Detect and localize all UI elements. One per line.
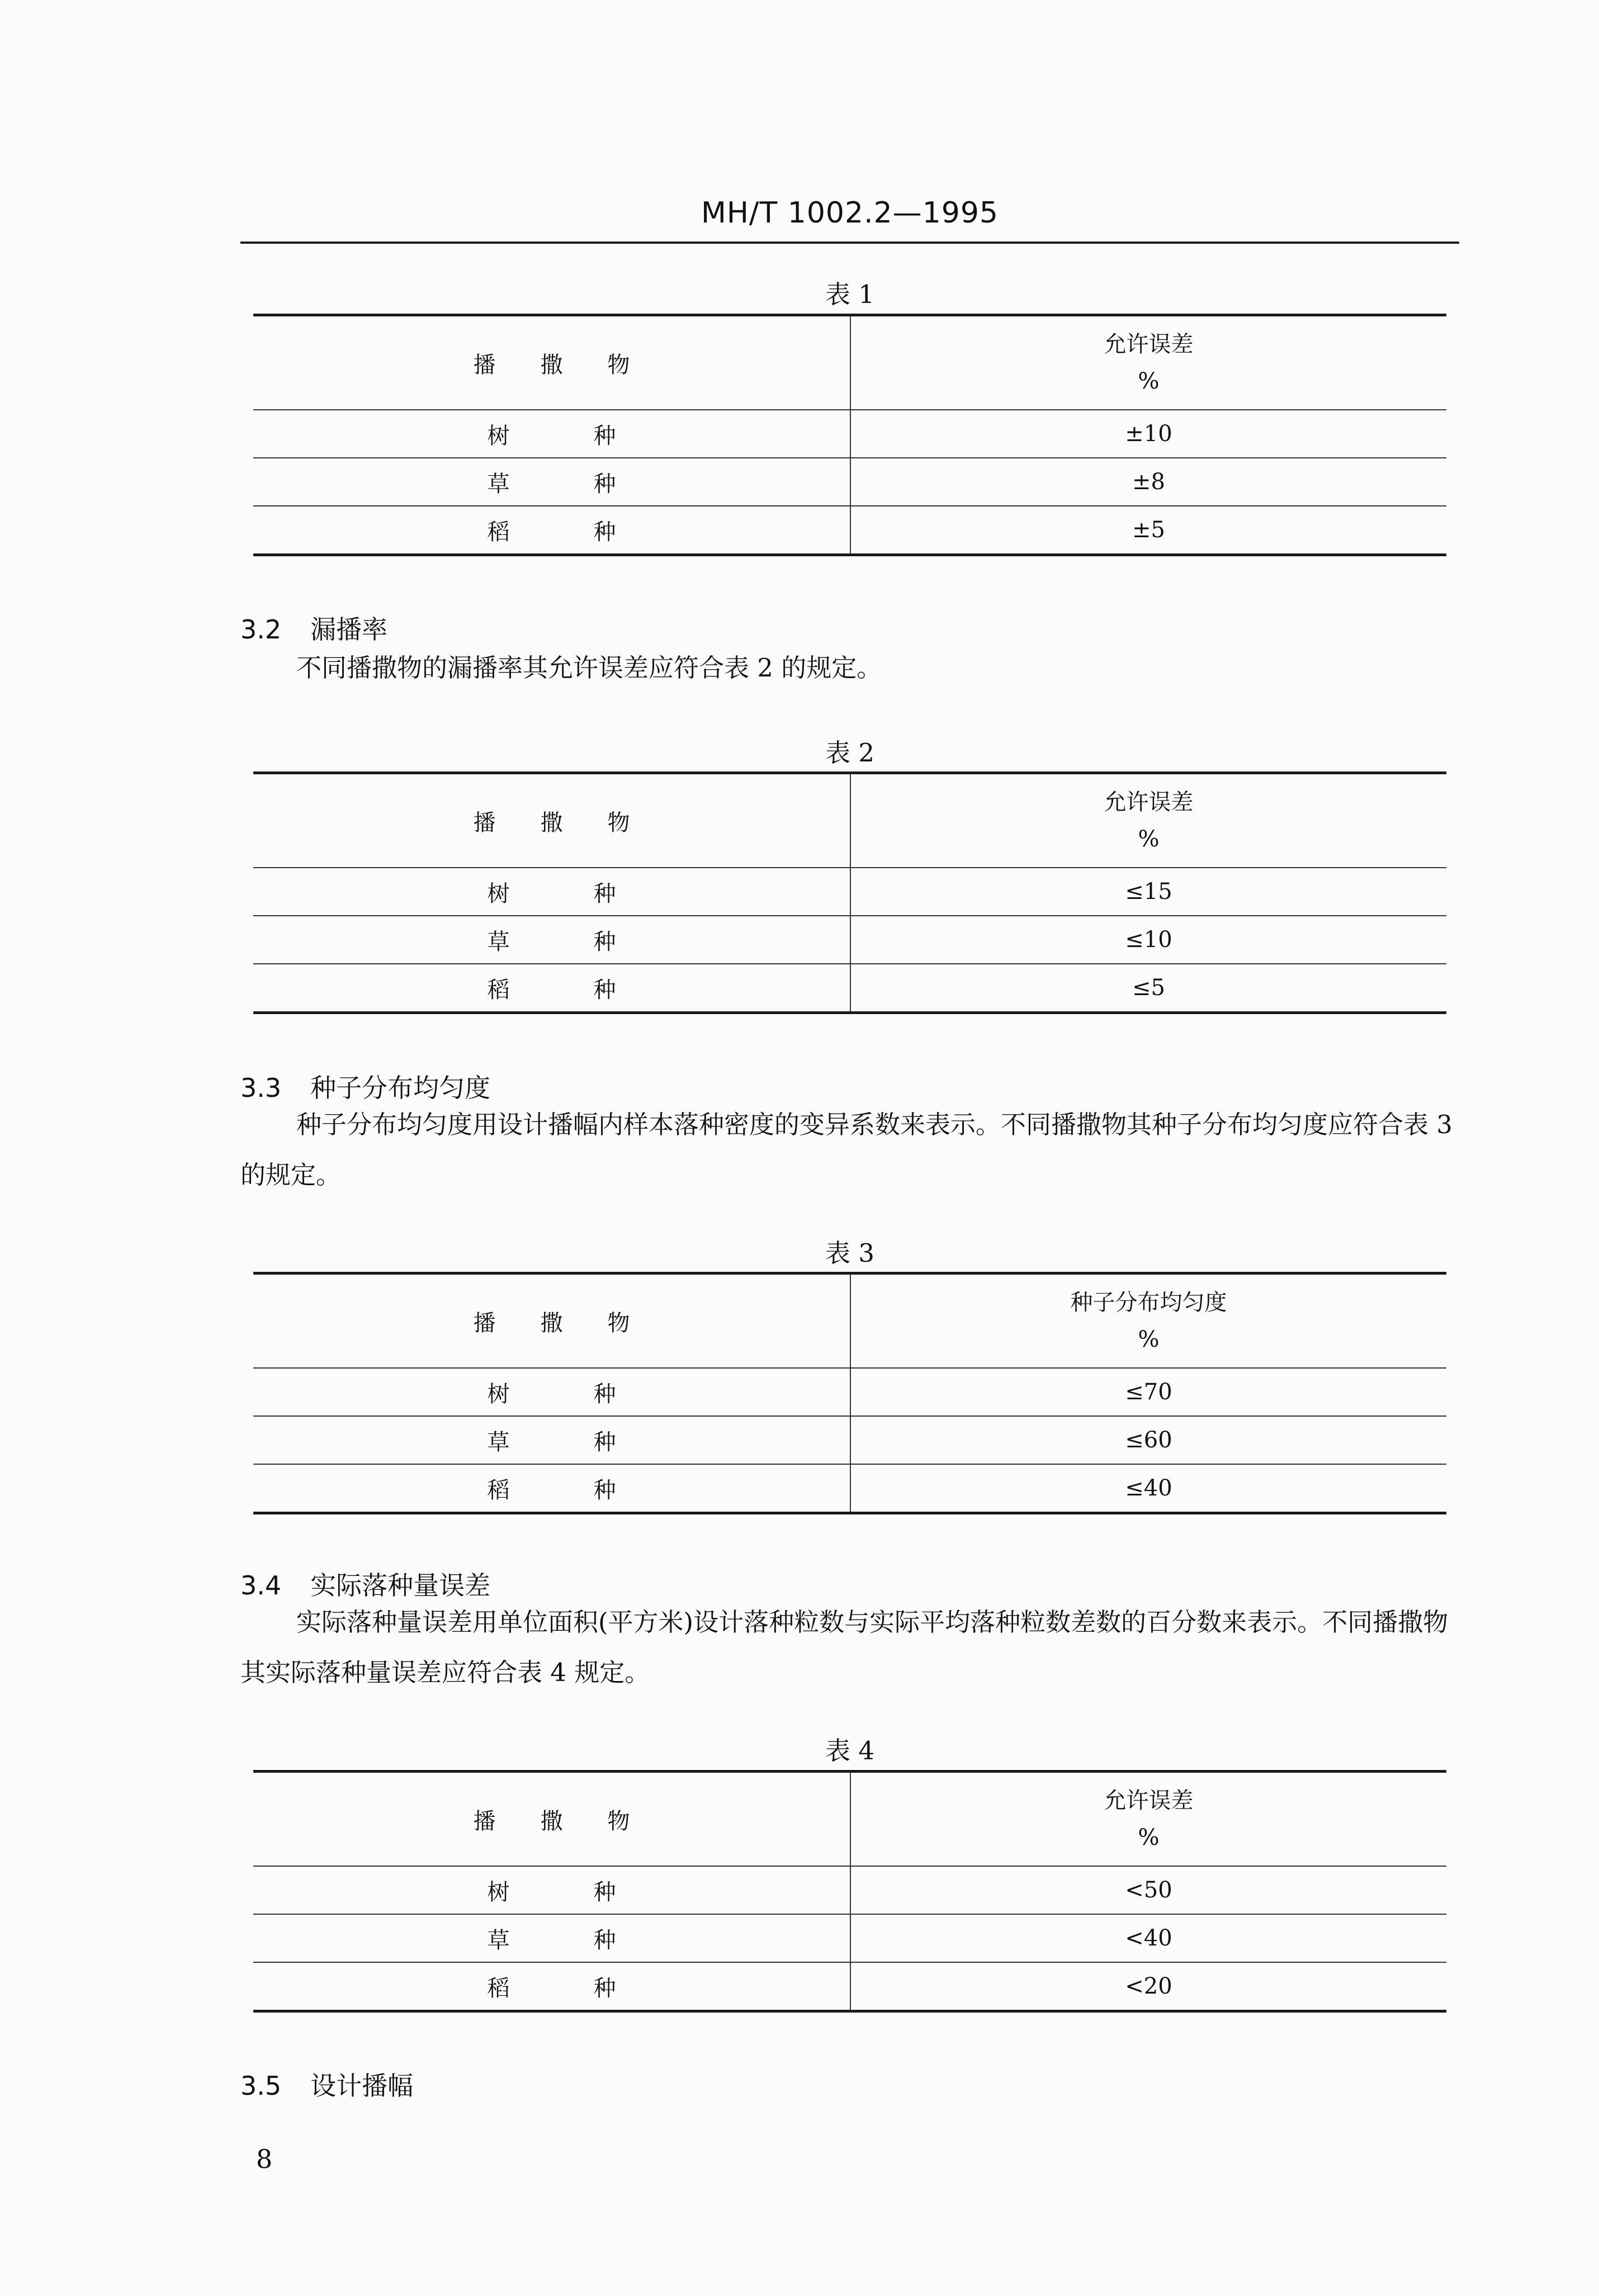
table-row: 稻 种 ±5 [253, 506, 1446, 555]
section-heading: 3.5 设计播幅 [240, 2071, 414, 2101]
column-header-material: 播 撒 物 [253, 315, 850, 410]
table-caption: 表 4 [825, 1736, 874, 1765]
table-row: 树 种 ≤70 [253, 1368, 1446, 1416]
table-1 [253, 314, 1446, 556]
table-row: 树 种 <50 [253, 1866, 1446, 1914]
table-row: 稻 种 <20 [253, 1962, 1446, 2011]
section-text: 实际落种量误差用单位面积(平方米)设计落种粒数与实际平均落种粒数差数的百分数来表示。不同播撒物其实际落种量误差应符合表 4 规定。 [240, 1607, 1449, 1687]
column-header-tolerance: 允许误差 % [1104, 1788, 1194, 1850]
table-row: 稻 种 ≤5 [253, 964, 1446, 1013]
table-row: 树 种 ±10 [253, 410, 1446, 458]
section-text: 种子分布均匀度用设计播幅内样本落种密度的变异系数来表示。不同播撒物其种子分布均匀度应符合表 3 的规定。 [240, 1110, 1453, 1190]
table-row: 树 种 ≤15 [253, 868, 1446, 916]
table-4 [253, 1770, 1446, 2013]
table-caption: 表 1 [825, 280, 874, 309]
column-header-uniformity: 种子分布均匀度 % [1070, 1290, 1227, 1352]
section-heading: 3.3 种子分布均匀度 [240, 1073, 491, 1103]
section-heading: 3.2 漏播率 [240, 614, 388, 645]
table-3 [253, 1272, 1446, 1514]
table-row: 草 种 <40 [253, 1914, 1446, 1962]
column-header-tolerance: 允许误差 % [1104, 789, 1194, 852]
column-header-material: 播 撒 物 [253, 1772, 850, 1867]
column-header-material: 播 撒 物 [253, 773, 850, 868]
column-header-tolerance: 允许误差 % [1104, 332, 1194, 394]
section-text: 不同播撒物的漏播率其允许误差应符合表 2 的规定。 [296, 653, 882, 683]
page-number: 8 [256, 2144, 273, 2174]
page-header [240, 1, 1459, 244]
table-2 [253, 771, 1446, 1014]
table-caption: 表 2 [825, 738, 874, 768]
table-row: 草 种 ≤60 [253, 1416, 1446, 1464]
table-row: 稻 种 ≤40 [253, 1464, 1446, 1513]
table-row: 草 种 ±8 [253, 458, 1446, 506]
section-heading: 3.4 实际落种量误差 [240, 1570, 491, 1601]
table-caption: 表 3 [825, 1238, 874, 1268]
table-row: 草 种 ≤10 [253, 916, 1446, 964]
standard-code: MH/T 1002.2—1995 [701, 196, 999, 230]
column-header-material: 播 撒 物 [253, 1274, 850, 1369]
